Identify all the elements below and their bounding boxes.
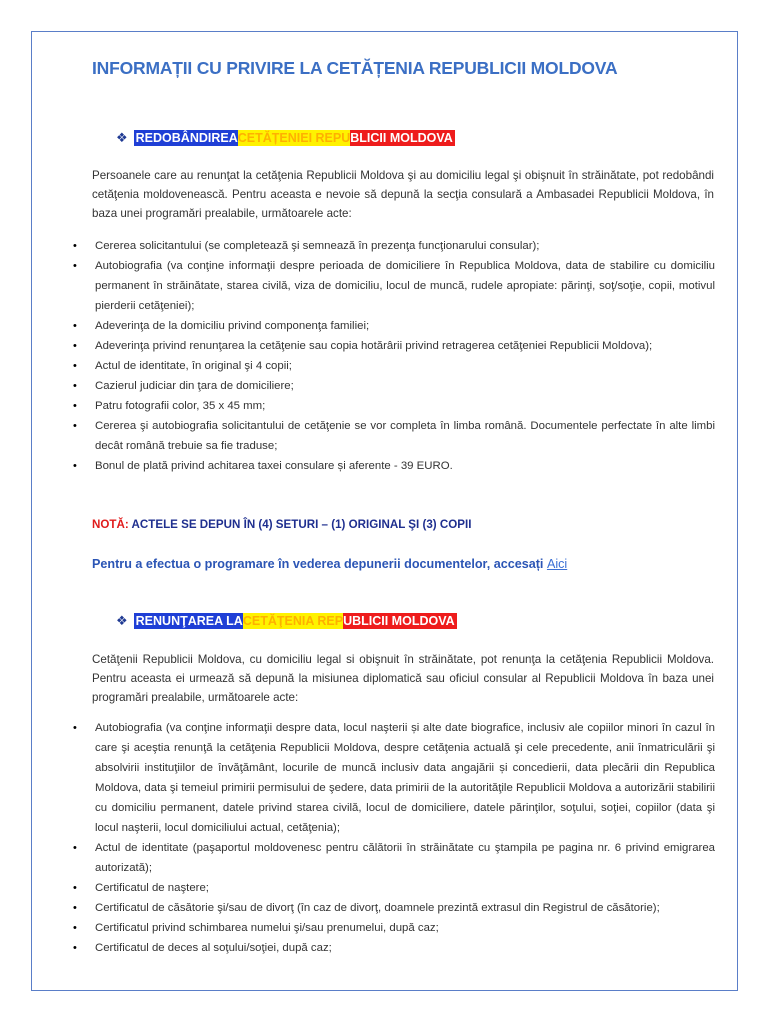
bullet-dot-icon: •	[73, 420, 77, 432]
list-item-text: Bonul de plată privind achitarea taxei consulare și aferente - 39 EURO.	[95, 460, 453, 472]
list-item-text: Adeverinţa privind renunţarea la cetăţenie sau copia hotărârii privind retragerea cetăţeniei Republicii Moldova);	[95, 340, 653, 352]
diamond-bullet-icon: ❖	[116, 613, 128, 628]
list-item-text: Certificatul de căsătorie şi/sau de divorţ (în caz de divorţ, doamnele prezintă extrasul din Registrul de căsătorie);	[95, 902, 660, 914]
list-item-text: Cererea şi autobiografia solicitantului de cetăţenie se vor completa în limba română. Documentele perfectate în alte limbi decât română trebuie sa fie traduse;	[95, 420, 715, 452]
list-item	[0, 316, 715, 336]
list-item	[0, 416, 715, 456]
bullet-dot-icon: •	[73, 460, 77, 472]
bullet-dot-icon: •	[73, 360, 77, 372]
required-documents-list	[0, 236, 770, 476]
heading-part-red: BLICII MOLDOVA	[350, 131, 453, 145]
diamond-bullet-icon: ❖	[116, 130, 128, 145]
list-item	[0, 396, 715, 416]
bullet-dot-icon: •	[73, 922, 77, 934]
list-item	[0, 336, 715, 356]
note-line	[92, 518, 471, 531]
bullet-dot-icon: •	[73, 842, 77, 854]
list-item	[0, 376, 715, 396]
list-item-text: Patru fotografii color, 35 x 45 mm;	[95, 400, 266, 412]
bullet-dot-icon: •	[73, 260, 77, 272]
list-item	[0, 356, 715, 376]
bullet-dot-icon: •	[73, 902, 77, 914]
heading-part-blue: REDOBÂNDIREA	[135, 131, 238, 145]
page-title: INFORMAȚII CU PRIVIRE LA CETĂȚENIA REPUBLICII MOLDOVA	[92, 58, 618, 78]
section-heading-redobandire	[116, 130, 455, 146]
note-text: ACTELE SE DEPUN ÎN (4) SETURI – (1) ORIGINAL ŞI (3) COPII	[128, 518, 472, 531]
bullet-dot-icon: •	[73, 240, 77, 252]
list-item-text: Certificatul de naştere;	[95, 882, 209, 894]
list-item	[0, 938, 715, 958]
list-item-text: Certificatul privind schimbarea numelui şi/sau prenumelui, după caz;	[95, 922, 439, 934]
list-item	[0, 878, 715, 898]
bullet-dot-icon: •	[73, 722, 77, 734]
section1-intro: Persoanele care au renunţat la cetăţenia Republicii Moldova şi au domiciliu legal şi obişnuit în străinătate, pot redobândi cetăţenia moldovenească. Pentru aceasta e nevoie să depună la secţia consulară a Ambasadei Republicii Moldova, în baza unei programări prealabile, următoarele acte:	[92, 169, 714, 220]
list-item-text: Autobiografia (va conţine informaţii despre perioada de domiciliere în Republica Moldova, data de stabilire cu domiciliu permanent în străinătate, starea civilă, viza de domiciliu, locul de muncă, rudele apropiate: părinţi, soţ/soţie, copii, motivul pierderii cetăţeniei);	[95, 260, 715, 312]
heading-part-red: UBLICII MOLDOVA	[343, 614, 455, 628]
appointment-link[interactable]: Aici	[546, 557, 568, 571]
heading-part-yellow: CETĂȚENIEI REPU	[237, 131, 351, 145]
heading-part-yellow: CETĂŢENIA REP	[242, 614, 344, 628]
bullet-dot-icon: •	[73, 340, 77, 352]
list-item-text: Actul de identitate (paşaportul moldovenesc pentru călătorii în străinătate cu ştampila pe pagina nr. 6 privind emigrarea autorizată);	[95, 842, 715, 874]
section-heading-renuntare	[116, 613, 457, 629]
note-label: NOTĂ:	[92, 518, 129, 531]
renunciation-documents-list	[0, 718, 770, 958]
appointment-line	[92, 557, 567, 571]
list-item	[0, 236, 715, 256]
bullet-dot-icon: •	[73, 942, 77, 954]
bullet-dot-icon: •	[73, 882, 77, 894]
list-item-text: Actul de identitate, în original şi 4 copii;	[95, 360, 292, 372]
list-item	[0, 898, 715, 918]
list-item	[0, 256, 715, 316]
list-item	[0, 838, 715, 878]
list-item	[0, 718, 715, 838]
bullet-dot-icon: •	[73, 320, 77, 332]
list-item	[0, 918, 715, 938]
appointment-text: Pentru a efectua o programare în vederea depunerii documentelor, accesați	[92, 557, 547, 571]
list-item-text: Cererea solicitantului (se completează şi semnează în prezenţa funcţionarului consular);	[95, 240, 540, 252]
list-item-text: Cazierul judiciar din ţara de domiciliere;	[95, 380, 294, 392]
bullet-dot-icon: •	[73, 400, 77, 412]
list-item	[0, 456, 715, 476]
list-item-text: Adeverinţa de la domiciliu privind componenţa familiei;	[95, 320, 370, 332]
list-item-text: Certificatul de deces al soţului/soţiei, după caz;	[95, 942, 332, 954]
section2-intro: Cetăţenii Republicii Moldova, cu domiciliu legal si obişnuit în străinătate, pot renunţa la cetăţenia Republicii Moldova. Pentru aceasta ei urmează să depună la misiunea diplomatică sau oficiul consular al Republicii Moldova în baza unei programări prealabile, următoarele acte:	[92, 653, 714, 704]
bullet-dot-icon: •	[73, 380, 77, 392]
heading-part-blue: RENUNŢAREA LA	[135, 614, 243, 628]
list-item-text: Autobiografia (va conţine informaţii despre data, locul naşterii și alte date biografice, inclusiv ale copiilor minori în cazul în care şi aceştia renunţă la cetăţenia Republicii Moldova, despre cetăţenia actuală şi cele precedente, anii înmatriculării şi absolvirii instituţiilor de învăţământ, locurile de muncă inclusiv data angajării și concedierii, data plecării din Republica Moldova, data şi temeiul primirii permisului de şedere, data primirii de la autorităţile Republicii Moldova a autorizării stabilirii cu domiciliu permanent, datele privind starea civilă, locul de domiciliere, datele părinţilor, soţului, soţiei, copiilor (data şi locul naşterii, locul domiciliului actual, cetăţenia);	[95, 722, 715, 834]
